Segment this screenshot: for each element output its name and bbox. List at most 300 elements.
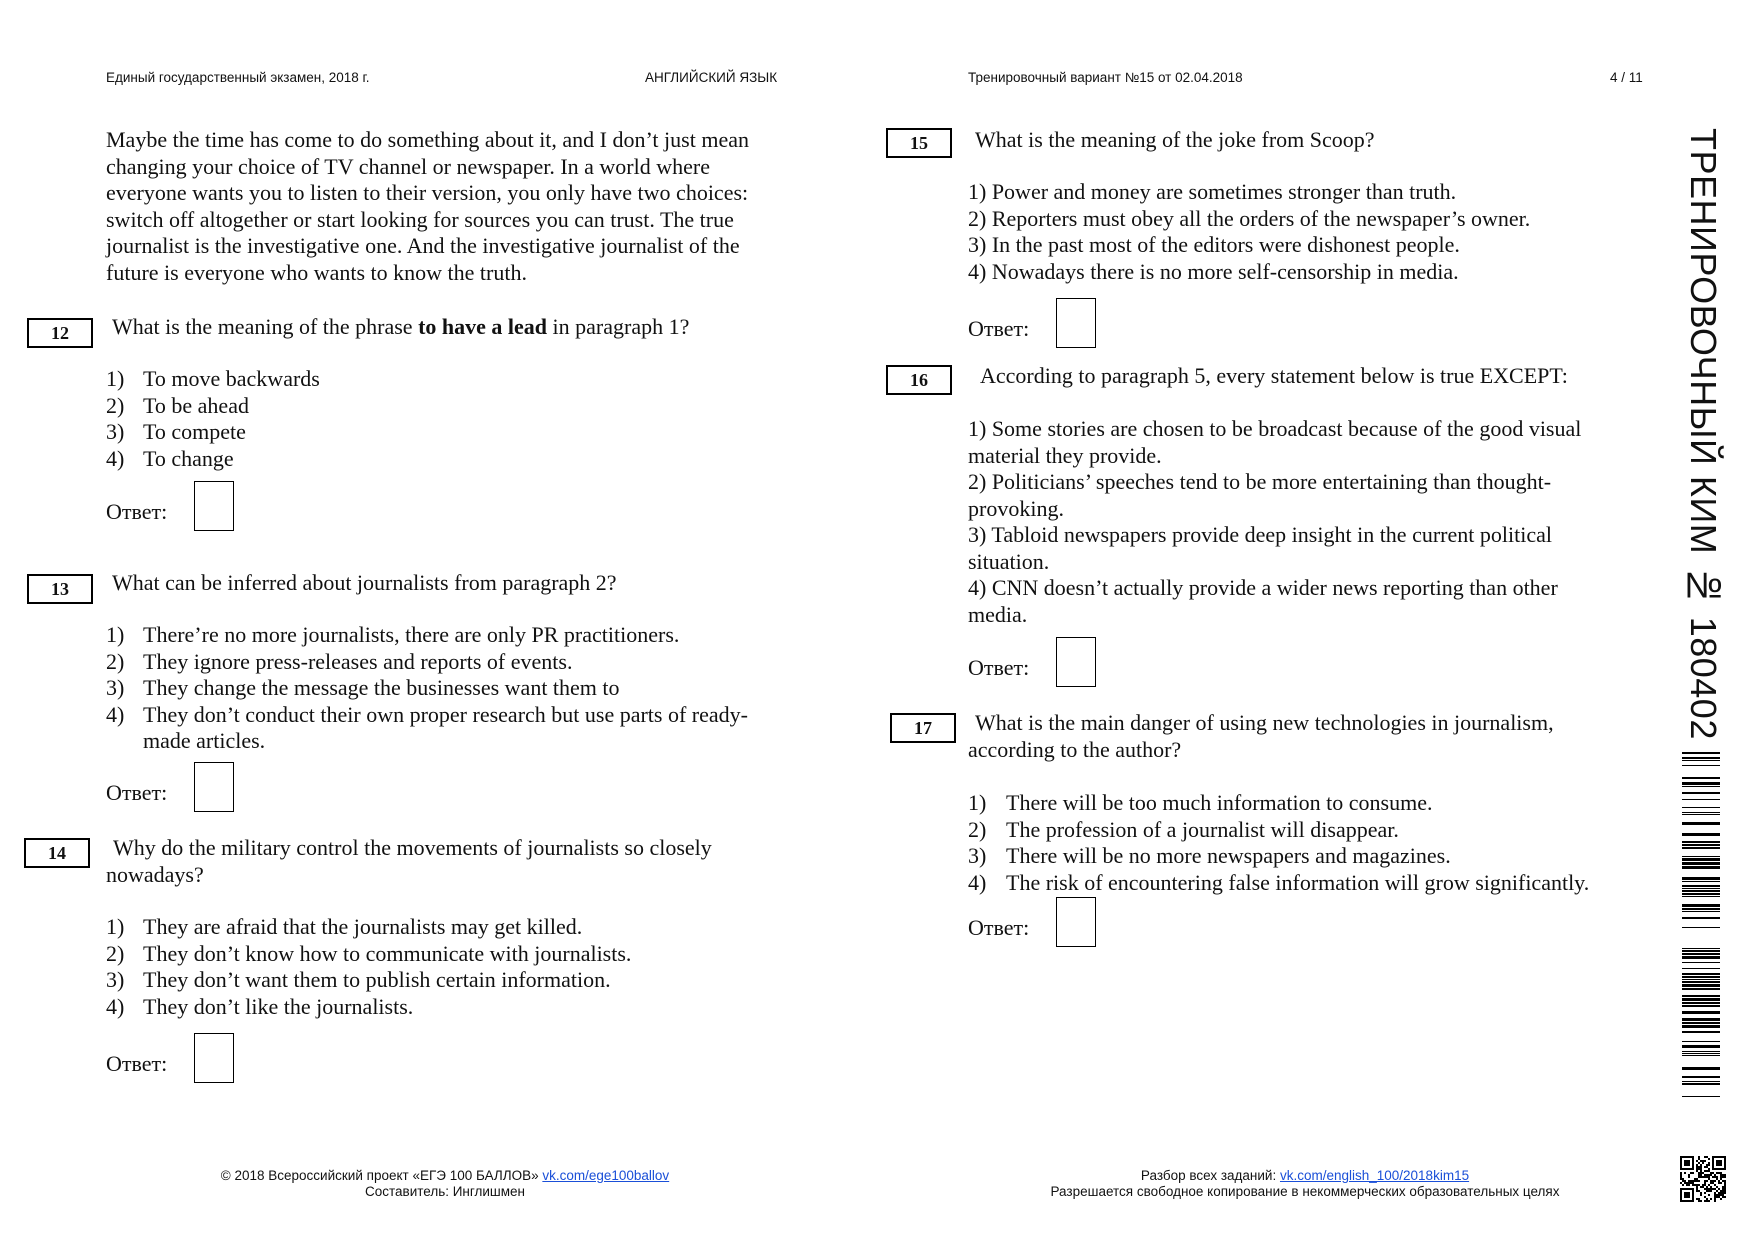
option-item[interactable] xyxy=(968,817,1589,844)
barcode-bar xyxy=(1682,841,1720,843)
option-number: 1) xyxy=(106,366,125,391)
qr-module xyxy=(1714,1194,1716,1196)
option-number: 3) xyxy=(106,675,125,700)
qr-module xyxy=(1702,1162,1704,1164)
option-number: 3) xyxy=(968,843,987,868)
qr-module xyxy=(1684,1172,1686,1174)
barcode-bar xyxy=(1682,1081,1720,1082)
qr-module xyxy=(1716,1178,1718,1180)
side-title: ТРЕНИРОВОЧНЫЙ КИМ № 180402 xyxy=(1683,128,1724,740)
intro-line: switch off altogether or start looking for sources you can trust. The true xyxy=(106,206,734,232)
qr-module xyxy=(1710,1174,1712,1176)
barcode-bar xyxy=(1682,988,1720,990)
barcode-bar xyxy=(1682,858,1720,861)
qr-module xyxy=(1702,1176,1704,1178)
qr-module xyxy=(1706,1176,1708,1178)
qr-module xyxy=(1696,1184,1698,1186)
barcode-bar xyxy=(1682,976,1720,978)
header-exam-title: Единый государственный экзамен, 2018 г. xyxy=(106,70,370,85)
qr-module xyxy=(1716,1176,1718,1178)
intro-line: changing your choice of TV channel or newspaper. In a world where xyxy=(106,153,710,179)
barcode-bar xyxy=(1682,896,1720,897)
answer-label: Ответ: xyxy=(106,780,168,805)
option-text: They are afraid that the journalists may get killed. xyxy=(143,914,583,939)
option-text: They don’t know how to communicate with journalists. xyxy=(143,940,632,966)
qr-module xyxy=(1696,1168,1698,1170)
intro-paragraph xyxy=(106,127,749,286)
intro-line: journalist is the investigative one. And the investigative journalist of the xyxy=(106,233,740,258)
qr-module xyxy=(1704,1192,1706,1194)
qr-module xyxy=(1694,1180,1696,1182)
answer-14 xyxy=(106,1033,246,1087)
question-number-13: 13 xyxy=(27,574,93,604)
option-item[interactable] xyxy=(106,393,320,420)
barcode-bar xyxy=(1682,765,1720,766)
qr-module xyxy=(1700,1164,1702,1166)
qr-module xyxy=(1710,1172,1712,1174)
qr-module xyxy=(1724,1190,1726,1192)
option-text: They don’t like the journalists. xyxy=(143,993,414,1019)
intro-line: Maybe the time has come to do something about it, and I don’t just mean xyxy=(106,127,749,152)
answer-box-13[interactable] xyxy=(194,762,234,812)
qr-module xyxy=(1724,1180,1726,1182)
qr-module xyxy=(1708,1178,1710,1180)
qr-module xyxy=(1700,1194,1702,1196)
qr-module xyxy=(1708,1184,1710,1186)
qr-module xyxy=(1720,1198,1722,1200)
qr-module xyxy=(1722,1194,1724,1196)
option-item[interactable]: 2) Politicians’ speeches tend to be more entertaining than thought- xyxy=(968,469,1552,494)
footer-analysis-text: Разбор всех заданий: xyxy=(1140,1168,1280,1183)
qr-module xyxy=(1688,1180,1690,1182)
barcode-bar xyxy=(1682,807,1720,808)
qr-module xyxy=(1698,1168,1700,1170)
option-item[interactable] xyxy=(106,366,320,393)
qr-module xyxy=(1718,1182,1720,1184)
qr-module xyxy=(1710,1198,1712,1200)
qr-module xyxy=(1722,1186,1724,1188)
option-item[interactable] xyxy=(106,941,631,968)
qr-module xyxy=(1684,1182,1686,1184)
qr-module xyxy=(1708,1168,1710,1170)
option-item[interactable] xyxy=(106,649,748,676)
barcode-bar xyxy=(1682,1067,1720,1070)
question-12-phrase: to have a lead xyxy=(418,314,548,339)
qr-module xyxy=(1708,1170,1710,1172)
footer-license: Разрешается свободное копирование в некоммерческих образовательных целях xyxy=(1050,1184,1560,1199)
qr-module xyxy=(1704,1166,1706,1168)
qr-module xyxy=(1690,1180,1692,1182)
qr-module xyxy=(1680,1182,1682,1184)
answer-box-15[interactable] xyxy=(1056,298,1096,348)
qr-module xyxy=(1714,1196,1716,1198)
option-item[interactable] xyxy=(106,702,748,729)
barcode-bar xyxy=(1682,812,1720,813)
header-page-number: 4 / 11 xyxy=(1610,70,1643,85)
footer-analysis xyxy=(1020,1168,1590,1184)
footer-analysis-link[interactable]: vk.com/english_100/2018kim15 xyxy=(1279,1168,1470,1183)
barcode-bar xyxy=(1682,917,1720,919)
qr-module xyxy=(1700,1166,1702,1168)
qr-module xyxy=(1698,1162,1700,1164)
barcode-bar xyxy=(1682,1053,1720,1054)
qr-module xyxy=(1724,1192,1726,1194)
option-number: 2) xyxy=(106,940,125,966)
qr-module xyxy=(1714,1176,1716,1178)
qr-module xyxy=(1696,1188,1698,1190)
question-12-text-part: in paragraph 1? xyxy=(547,314,690,339)
option-text: To be ahead xyxy=(143,392,249,418)
qr-module xyxy=(1720,1194,1722,1196)
option-text: There’re no more journalists, there are only PR practitioners. xyxy=(143,622,680,647)
barcode-bar xyxy=(1682,1011,1720,1014)
qr-module xyxy=(1682,1180,1684,1182)
barcode-bar xyxy=(1682,953,1720,955)
qr-module xyxy=(1716,1160,1722,1166)
question-12-options xyxy=(106,366,320,472)
qr-module xyxy=(1692,1182,1694,1184)
option-item-continuation xyxy=(106,728,748,755)
qr-module xyxy=(1702,1160,1704,1162)
option-number: 2) xyxy=(968,816,987,842)
qr-module xyxy=(1688,1176,1690,1178)
option-item[interactable] xyxy=(106,675,748,702)
option-text: There will be too much information to consume. xyxy=(1006,790,1433,815)
qr-module xyxy=(1716,1196,1718,1198)
qr-module xyxy=(1696,1180,1698,1182)
qr-module xyxy=(1724,1186,1726,1188)
option-item[interactable]: 1) Some stories are chosen to be broadcast because of the good visual xyxy=(968,416,1582,441)
option-text: made articles. xyxy=(143,728,266,753)
option-item[interactable]: 3) Tabloid newspapers provide deep insight in the current political xyxy=(968,522,1552,547)
header-variant: Тренировочный вариант №15 от 02.04.2018 xyxy=(968,70,1243,85)
qr-module xyxy=(1706,1174,1708,1176)
option-item[interactable] xyxy=(106,914,631,941)
qr-module xyxy=(1692,1180,1694,1182)
answer-box-16[interactable] xyxy=(1056,637,1096,687)
barcode-bar xyxy=(1682,822,1720,825)
qr-module xyxy=(1716,1172,1718,1174)
question-17-text-line: according to the author? xyxy=(968,736,1182,762)
answer-16 xyxy=(968,637,1108,691)
answer-box-14[interactable] xyxy=(194,1033,234,1083)
qr-module xyxy=(1684,1160,1690,1166)
answer-box-17[interactable] xyxy=(1056,897,1096,947)
qr-module xyxy=(1704,1170,1706,1172)
question-13-text: What can be inferred about journalists from paragraph 2? xyxy=(112,570,617,595)
answer-label: Ответ: xyxy=(968,655,1030,680)
qr-module xyxy=(1692,1172,1694,1174)
qr-module xyxy=(1696,1166,1698,1168)
option-number: 2) xyxy=(106,392,125,418)
option-item[interactable] xyxy=(106,994,631,1021)
answer-17 xyxy=(968,897,1108,951)
qr-module xyxy=(1724,1174,1726,1176)
qr-module xyxy=(1700,1186,1702,1188)
qr-module xyxy=(1714,1180,1716,1182)
option-text: To change xyxy=(143,445,234,471)
qr-module xyxy=(1708,1194,1710,1196)
option-item[interactable]: 4) CNN doesn’t actually provide a wider news reporting than other xyxy=(968,575,1558,600)
qr-module xyxy=(1690,1172,1692,1174)
option-text: To move backwards xyxy=(143,366,320,391)
barcode-bar xyxy=(1682,1025,1720,1028)
qr-module xyxy=(1704,1182,1706,1184)
qr-module xyxy=(1698,1158,1700,1160)
question-number-15: 15 xyxy=(886,128,952,158)
answer-label: Ответ: xyxy=(968,915,1030,940)
qr-module xyxy=(1718,1194,1720,1196)
option-text: The risk of encountering false information will grow significantly. xyxy=(1006,869,1590,895)
answer-label: Ответ: xyxy=(106,499,168,524)
barcode-bar xyxy=(1682,1051,1720,1052)
qr-module xyxy=(1700,1176,1702,1178)
question-14-text-line: Why do the military control the movements of journalists so closely xyxy=(113,835,712,860)
barcode-bar xyxy=(1682,984,1720,987)
barcode-bar xyxy=(1682,1055,1720,1056)
barcode-bar xyxy=(1682,950,1720,952)
question-12-text-part: What is the meaning of the phrase xyxy=(112,314,419,339)
barcode-bar xyxy=(1682,1005,1720,1007)
barcode-bar xyxy=(1682,1083,1720,1085)
barcode-bar xyxy=(1682,877,1720,880)
barcode-bar xyxy=(1682,1096,1720,1097)
question-14-options xyxy=(106,914,631,1020)
option-item[interactable] xyxy=(106,622,748,649)
qr-module xyxy=(1686,1184,1688,1186)
qr-module xyxy=(1710,1188,1712,1190)
question-15-options xyxy=(968,179,1530,285)
qr-module xyxy=(1714,1198,1716,1200)
question-15-text: What is the meaning of the joke from Scoop? xyxy=(975,127,1375,152)
qr-module xyxy=(1698,1190,1700,1192)
qr-module xyxy=(1708,1158,1710,1160)
option-text: To compete xyxy=(143,419,246,444)
option-item-continuation: situation. xyxy=(968,548,1050,574)
qr-module xyxy=(1714,1200,1716,1202)
qr-module xyxy=(1698,1156,1700,1158)
qr-module xyxy=(1722,1192,1724,1194)
footer-copyright-text: © 2018 Всероссийский проект «ЕГЭ 100 БАЛЛОВ» xyxy=(220,1168,543,1183)
barcode-bar xyxy=(1682,973,1720,975)
qr-module xyxy=(1722,1196,1724,1198)
barcode-bar xyxy=(1682,833,1720,836)
barcode-bar xyxy=(1682,1045,1720,1048)
qr-module xyxy=(1700,1172,1702,1174)
answer-15 xyxy=(968,298,1108,352)
qr-module xyxy=(1722,1174,1724,1176)
qr-module xyxy=(1714,1184,1716,1186)
option-item[interactable]: 2) Reporters must obey all the orders of the newspaper’s owner. xyxy=(968,205,1531,231)
qr-module xyxy=(1684,1192,1690,1198)
question-13-options xyxy=(106,622,748,755)
qr-module xyxy=(1696,1186,1698,1188)
qr-module xyxy=(1722,1188,1724,1190)
qr-module xyxy=(1682,1178,1684,1180)
question-number-12: 12 xyxy=(27,318,93,348)
qr-module xyxy=(1704,1174,1706,1176)
option-item[interactable] xyxy=(106,419,320,446)
qr-module xyxy=(1712,1188,1714,1190)
barcode-bar xyxy=(1682,888,1720,889)
qr-module xyxy=(1680,1174,1682,1176)
barcode-bar xyxy=(1682,1002,1720,1004)
qr-module xyxy=(1718,1192,1720,1194)
barcode-bar xyxy=(1682,1031,1720,1033)
answer-box-12[interactable] xyxy=(194,481,234,531)
option-item[interactable] xyxy=(106,967,631,994)
intro-line: everyone wants you to listen to their version, you only have two choices: xyxy=(106,180,749,205)
option-number: 2) xyxy=(106,648,125,674)
answer-13 xyxy=(106,762,246,816)
qr-module xyxy=(1710,1190,1712,1192)
option-item[interactable]: 3) In the past most of the editors were dishonest people. xyxy=(968,232,1460,257)
barcode-bar xyxy=(1682,777,1720,779)
qr-module xyxy=(1720,1178,1722,1180)
option-number: 4) xyxy=(106,701,125,727)
qr-module xyxy=(1720,1192,1722,1194)
option-item-continuation: media. xyxy=(968,601,1028,627)
qr-module xyxy=(1720,1172,1722,1174)
qr-module xyxy=(1688,1174,1690,1176)
qr-module xyxy=(1704,1184,1706,1186)
option-text: They don’t want them to publish certain information. xyxy=(143,967,611,992)
option-number: 1) xyxy=(106,622,125,647)
barcode-bar xyxy=(1682,911,1720,912)
option-text: There will be no more newspapers and magazines. xyxy=(1006,843,1451,868)
qr-module xyxy=(1712,1172,1714,1174)
barcode-bar xyxy=(1682,1041,1720,1042)
option-item[interactable] xyxy=(968,790,1589,817)
option-number: 4) xyxy=(968,869,987,895)
option-number: 4) xyxy=(106,993,125,1019)
answer-label: Ответ: xyxy=(968,316,1030,341)
option-text: The profession of a journalist will disappear. xyxy=(1006,816,1399,842)
footer-author: Составитель: Инглишмен xyxy=(364,1184,526,1199)
qr-module xyxy=(1680,1172,1682,1174)
qr-module xyxy=(1694,1178,1696,1180)
qr-module xyxy=(1704,1180,1706,1182)
barcode-bar xyxy=(1682,981,1720,983)
qr-module xyxy=(1704,1160,1706,1162)
footer-vk-link[interactable]: vk.com/ege100ballov xyxy=(542,1168,670,1183)
qr-module xyxy=(1718,1188,1720,1190)
qr-module xyxy=(1700,1174,1702,1176)
qr-module xyxy=(1712,1176,1714,1178)
qr-module xyxy=(1696,1190,1698,1192)
qr-module xyxy=(1690,1182,1692,1184)
qr-module xyxy=(1704,1176,1706,1178)
qr-module xyxy=(1698,1180,1700,1182)
qr-module xyxy=(1708,1200,1710,1202)
qr-module xyxy=(1722,1180,1724,1182)
option-item-continuation: material they provide. xyxy=(968,442,1162,468)
qr-module xyxy=(1708,1174,1710,1176)
question-17-text-line: What is the main danger of using new technologies in journalism, xyxy=(975,710,1554,735)
qr-module xyxy=(1696,1178,1698,1180)
option-item[interactable] xyxy=(968,870,1589,897)
qr-module xyxy=(1708,1164,1710,1166)
qr-module xyxy=(1698,1172,1700,1174)
answer-12 xyxy=(106,481,246,535)
barcode-bar xyxy=(1682,881,1720,882)
qr-module xyxy=(1696,1164,1698,1166)
qr-module xyxy=(1708,1190,1710,1192)
qr-module xyxy=(1720,1176,1722,1178)
barcode-bar xyxy=(1682,948,1720,949)
question-number-16: 16 xyxy=(886,365,952,395)
qr-module xyxy=(1706,1200,1708,1202)
barcode-bar xyxy=(1682,1022,1720,1024)
option-text: They change the message the businesses want them to xyxy=(143,675,620,700)
footer-left xyxy=(200,1168,690,1200)
qr-module xyxy=(1692,1184,1694,1186)
barcode-bar xyxy=(1682,956,1720,959)
barcode-bar xyxy=(1682,893,1720,895)
question-17-text xyxy=(968,710,1554,763)
qr-module xyxy=(1704,1196,1706,1198)
qr-module xyxy=(1724,1182,1726,1184)
option-number: 4) xyxy=(106,445,125,471)
qr-code-icon xyxy=(1680,1156,1726,1202)
qr-module xyxy=(1710,1186,1712,1188)
footer-right xyxy=(1020,1168,1590,1200)
barcode-bar xyxy=(1682,799,1720,800)
header-subject: АНГЛИЙСКИЙ ЯЗЫК xyxy=(645,70,778,85)
qr-module xyxy=(1704,1156,1706,1158)
qr-module xyxy=(1712,1180,1714,1182)
qr-module xyxy=(1698,1184,1700,1186)
qr-module xyxy=(1706,1198,1708,1200)
barcode-bar xyxy=(1682,844,1720,846)
qr-module xyxy=(1724,1184,1726,1186)
barcode-bar xyxy=(1682,1076,1720,1078)
qr-module xyxy=(1686,1182,1688,1184)
option-item[interactable]: 1) Power and money are sometimes stronger than truth. xyxy=(968,179,1457,204)
qr-module xyxy=(1712,1182,1714,1184)
qr-module xyxy=(1702,1186,1704,1188)
barcode-bar xyxy=(1682,752,1720,754)
question-16-options xyxy=(968,416,1581,628)
qr-module xyxy=(1714,1192,1716,1194)
option-item[interactable]: 4) Nowadays there is no more self-censorship in media. xyxy=(968,258,1459,284)
qr-module xyxy=(1720,1182,1722,1184)
qr-module xyxy=(1718,1180,1720,1182)
option-text: They don’t conduct their own proper research but use parts of ready- xyxy=(143,701,748,727)
qr-module xyxy=(1700,1200,1702,1202)
option-item[interactable] xyxy=(106,446,320,473)
qr-module xyxy=(1706,1180,1708,1182)
qr-module xyxy=(1716,1186,1718,1188)
barcode-bar xyxy=(1682,962,1720,963)
qr-module xyxy=(1720,1190,1722,1192)
question-number-14: 14 xyxy=(24,838,90,868)
qr-module xyxy=(1700,1160,1702,1162)
barcode-bar xyxy=(1682,760,1720,761)
question-17-options xyxy=(968,790,1589,896)
option-item[interactable] xyxy=(968,843,1589,870)
barcode-bar xyxy=(1682,998,1720,1001)
barcode-bar xyxy=(1682,995,1720,997)
qr-module xyxy=(1680,1178,1682,1180)
qr-module xyxy=(1710,1180,1712,1182)
option-number: 1) xyxy=(968,790,987,815)
barcode-bar xyxy=(1682,968,1720,969)
footer-copyright xyxy=(200,1168,690,1184)
qr-module xyxy=(1704,1188,1706,1190)
qr-module xyxy=(1696,1198,1698,1200)
qr-module xyxy=(1720,1174,1722,1176)
